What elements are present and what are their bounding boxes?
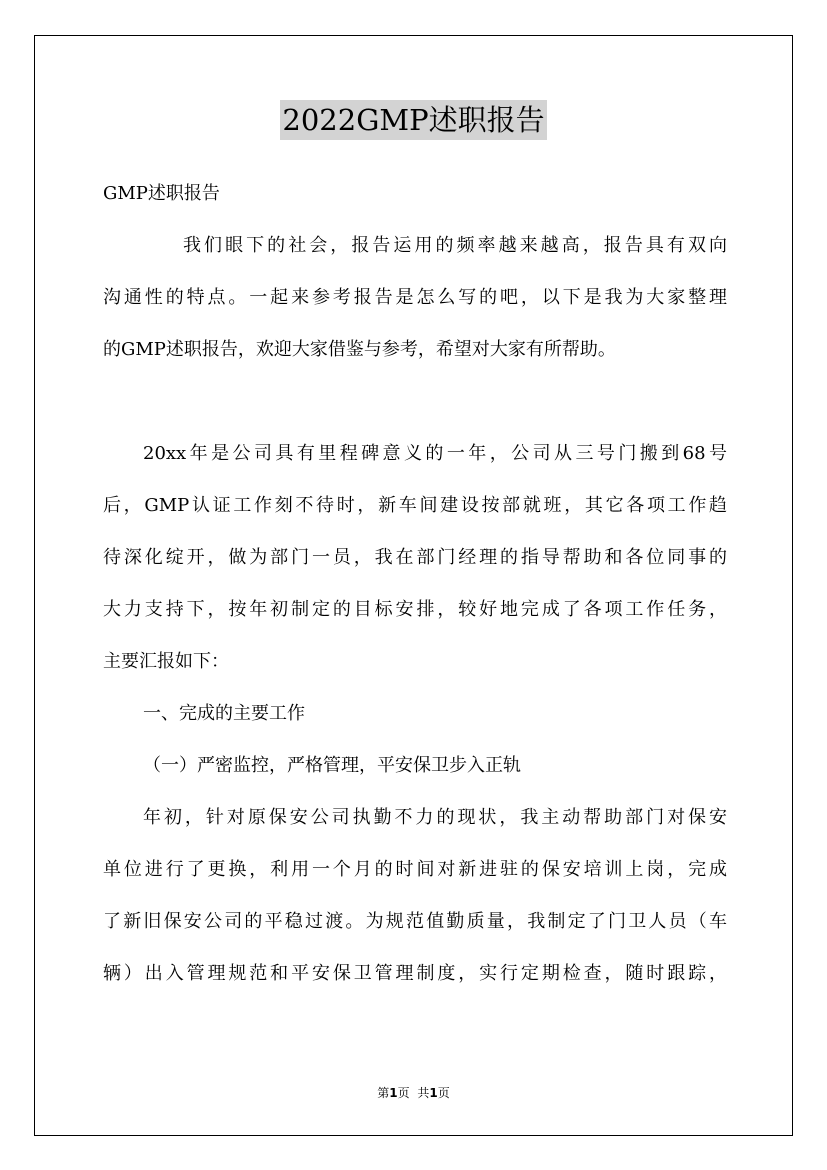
total-prefix: 共 — [417, 1086, 430, 1100]
page-label: 页 — [397, 1086, 410, 1100]
document-title: 2022GMP述职报告 — [280, 100, 546, 140]
paragraph-line: 我们眼下的社会，报告运用的频率越来越高，报告具有双向 — [183, 235, 727, 256]
total-number: 1 — [429, 1086, 438, 1100]
page-number: 1 — [389, 1086, 398, 1100]
subtitle: GMP述职报告 — [103, 183, 220, 204]
subsection-heading: （一）严密监控，严格管理，平安保卫步入正轨 — [143, 755, 521, 776]
paragraph-line: 了新旧保安公司的平稳过渡。为规范值勤质量，我制定了门卫人员（车 — [103, 911, 727, 932]
paragraph-line: 单位进行了更换，利用一个月的时间对新进驻的保安培训上岗，完成 — [103, 859, 727, 880]
paragraph-line: 的GMP述职报告，欢迎大家借鉴与参考，希望对大家有所帮助。 — [103, 339, 616, 360]
blank-line — [103, 386, 727, 438]
paragraph-line: 主要汇报如下： — [103, 651, 229, 672]
section-heading: 一、完成的主要工作 — [143, 703, 305, 724]
total-label: 页 — [437, 1086, 450, 1100]
paragraph-line: 20xx年是公司具有里程碑意义的一年，公司从三号门搬到68号 — [143, 443, 727, 464]
paragraph-line: 大力支持下，按年初制定的目标安排，较好地完成了各项工作任务， — [103, 599, 727, 620]
document-body — [103, 178, 727, 1010]
page-prefix: 第 — [377, 1086, 390, 1100]
paragraph-line: 年初，针对原保安公司执勤不力的现状，我主动帮助部门对保安 — [143, 807, 727, 828]
page-footer — [0, 1084, 827, 1101]
paragraph-line: 辆）出入管理规范和平安保卫管理制度，实行定期检查，随时跟踪， — [103, 963, 727, 984]
paragraph-line: 待深化绽开，做为部门一员，我在部门经理的指导帮助和各位同事的 — [103, 547, 727, 568]
paragraph-line: 沟通性的特点。一起来参考报告是怎么写的吧，以下是我为大家整理 — [103, 287, 727, 308]
title-wrap — [0, 100, 827, 140]
paragraph-line: 后，GMP认证工作刻不待时，新车间建设按部就班，其它各项工作趋 — [103, 495, 727, 516]
